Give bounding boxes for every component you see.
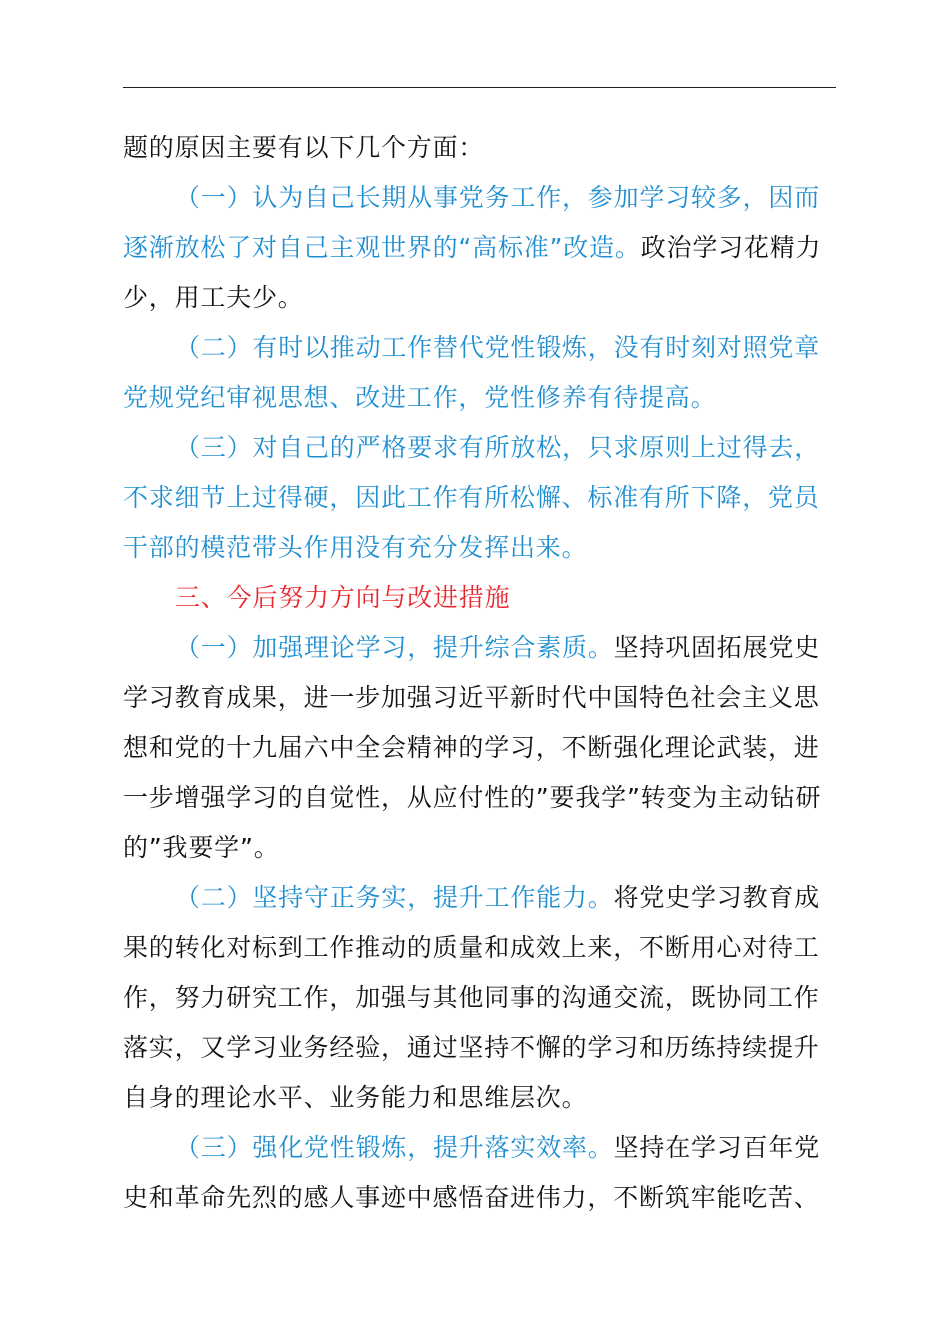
body-text-segment: 题的原因主要有以下几个方面： [123,133,485,162]
body-text-segment: 学习教育成果，进一步加强习近平新时代中国特色社会主义思 [123,683,820,712]
header-rule [123,87,836,88]
text-line [123,1123,837,1173]
section-heading-text: 三、今后努力方向与改进措施 [175,583,511,612]
body-text-segment: 少，用工夫少。 [123,283,304,312]
text-line [123,573,837,623]
text-line [123,373,837,423]
subheading-text: （一）加强理论学习，提升综合素质。 [175,633,614,662]
text-line [123,723,837,773]
body-text-segment: 落实，又学习业务经验，通过坚持不懈的学习和历练持续提升 [123,1033,820,1062]
text-line [123,973,837,1023]
subheading-text: （二）有时以推动工作替代党性锻炼，没有时刻对照党章 [175,333,821,362]
subheading-text: （一）认为自己长期从事党务工作，参加学习较多，因而 [175,183,821,212]
text-line [123,223,837,273]
body-text-segment: 果的转化对标到工作推动的质量和成效上来，不断用心对待工 [123,933,820,962]
text-line [123,423,837,473]
text-line [123,473,837,523]
body-text-segment: 的”我要学”。 [123,833,280,862]
text-line [123,123,837,173]
subheading-text: 干部的模范带头作用没有充分发挥出来。 [123,533,588,562]
subheading-text: 逐渐放松了对自己主观世界的“高标准”改造。 [123,233,641,262]
text-line [123,623,837,673]
text-line [123,673,837,723]
body-text-segment: 坚持在学习百年党 [613,1133,821,1162]
text-line [123,1173,837,1223]
text-line [123,773,837,823]
subheading-text: 党规党纪审视思想、改进工作，党性修养有待提高。 [123,383,717,412]
body-text-segment: 作，努力研究工作，加强与其他同事的沟通交流，既协同工作 [123,983,820,1012]
body-text-segment: 将党史学习教育成 [613,883,821,912]
text-line [123,323,837,373]
text-line [123,923,837,973]
document-body [123,123,837,1223]
subheading-text: （二）坚持守正务实，提升工作能力。 [175,883,614,912]
subheading-text: （三）强化党性锻炼，提升落实效率。 [175,1133,614,1162]
text-line [123,823,837,873]
body-text-segment: 想和党的十九届六中全会精神的学习，不断强化理论武装，进 [123,733,820,762]
text-line [123,173,837,223]
text-line [123,523,837,573]
text-line [123,1073,837,1123]
body-text-segment: 自身的理论水平、业务能力和思维层次。 [123,1083,588,1112]
text-line [123,1023,837,1073]
body-text-segment: 政治学习花精力 [640,233,822,262]
text-line [123,873,837,923]
body-text-segment: 坚持巩固拓展党史 [613,633,821,662]
text-line [123,273,837,323]
body-text-segment: 一步增强学习的自觉性，从应付性的”要我学”转变为主动钻研 [123,783,822,812]
subheading-text: （三）对自己的严格要求有所放松，只求原则上过得去， [175,433,821,462]
body-text-segment: 史和革命先烈的感人事迹中感悟奋进伟力，不断筑牢能吃苦、 [123,1183,820,1212]
subheading-text: 不求细节上过得硬，因此工作有所松懈、标准有所下降，党员 [123,483,820,512]
